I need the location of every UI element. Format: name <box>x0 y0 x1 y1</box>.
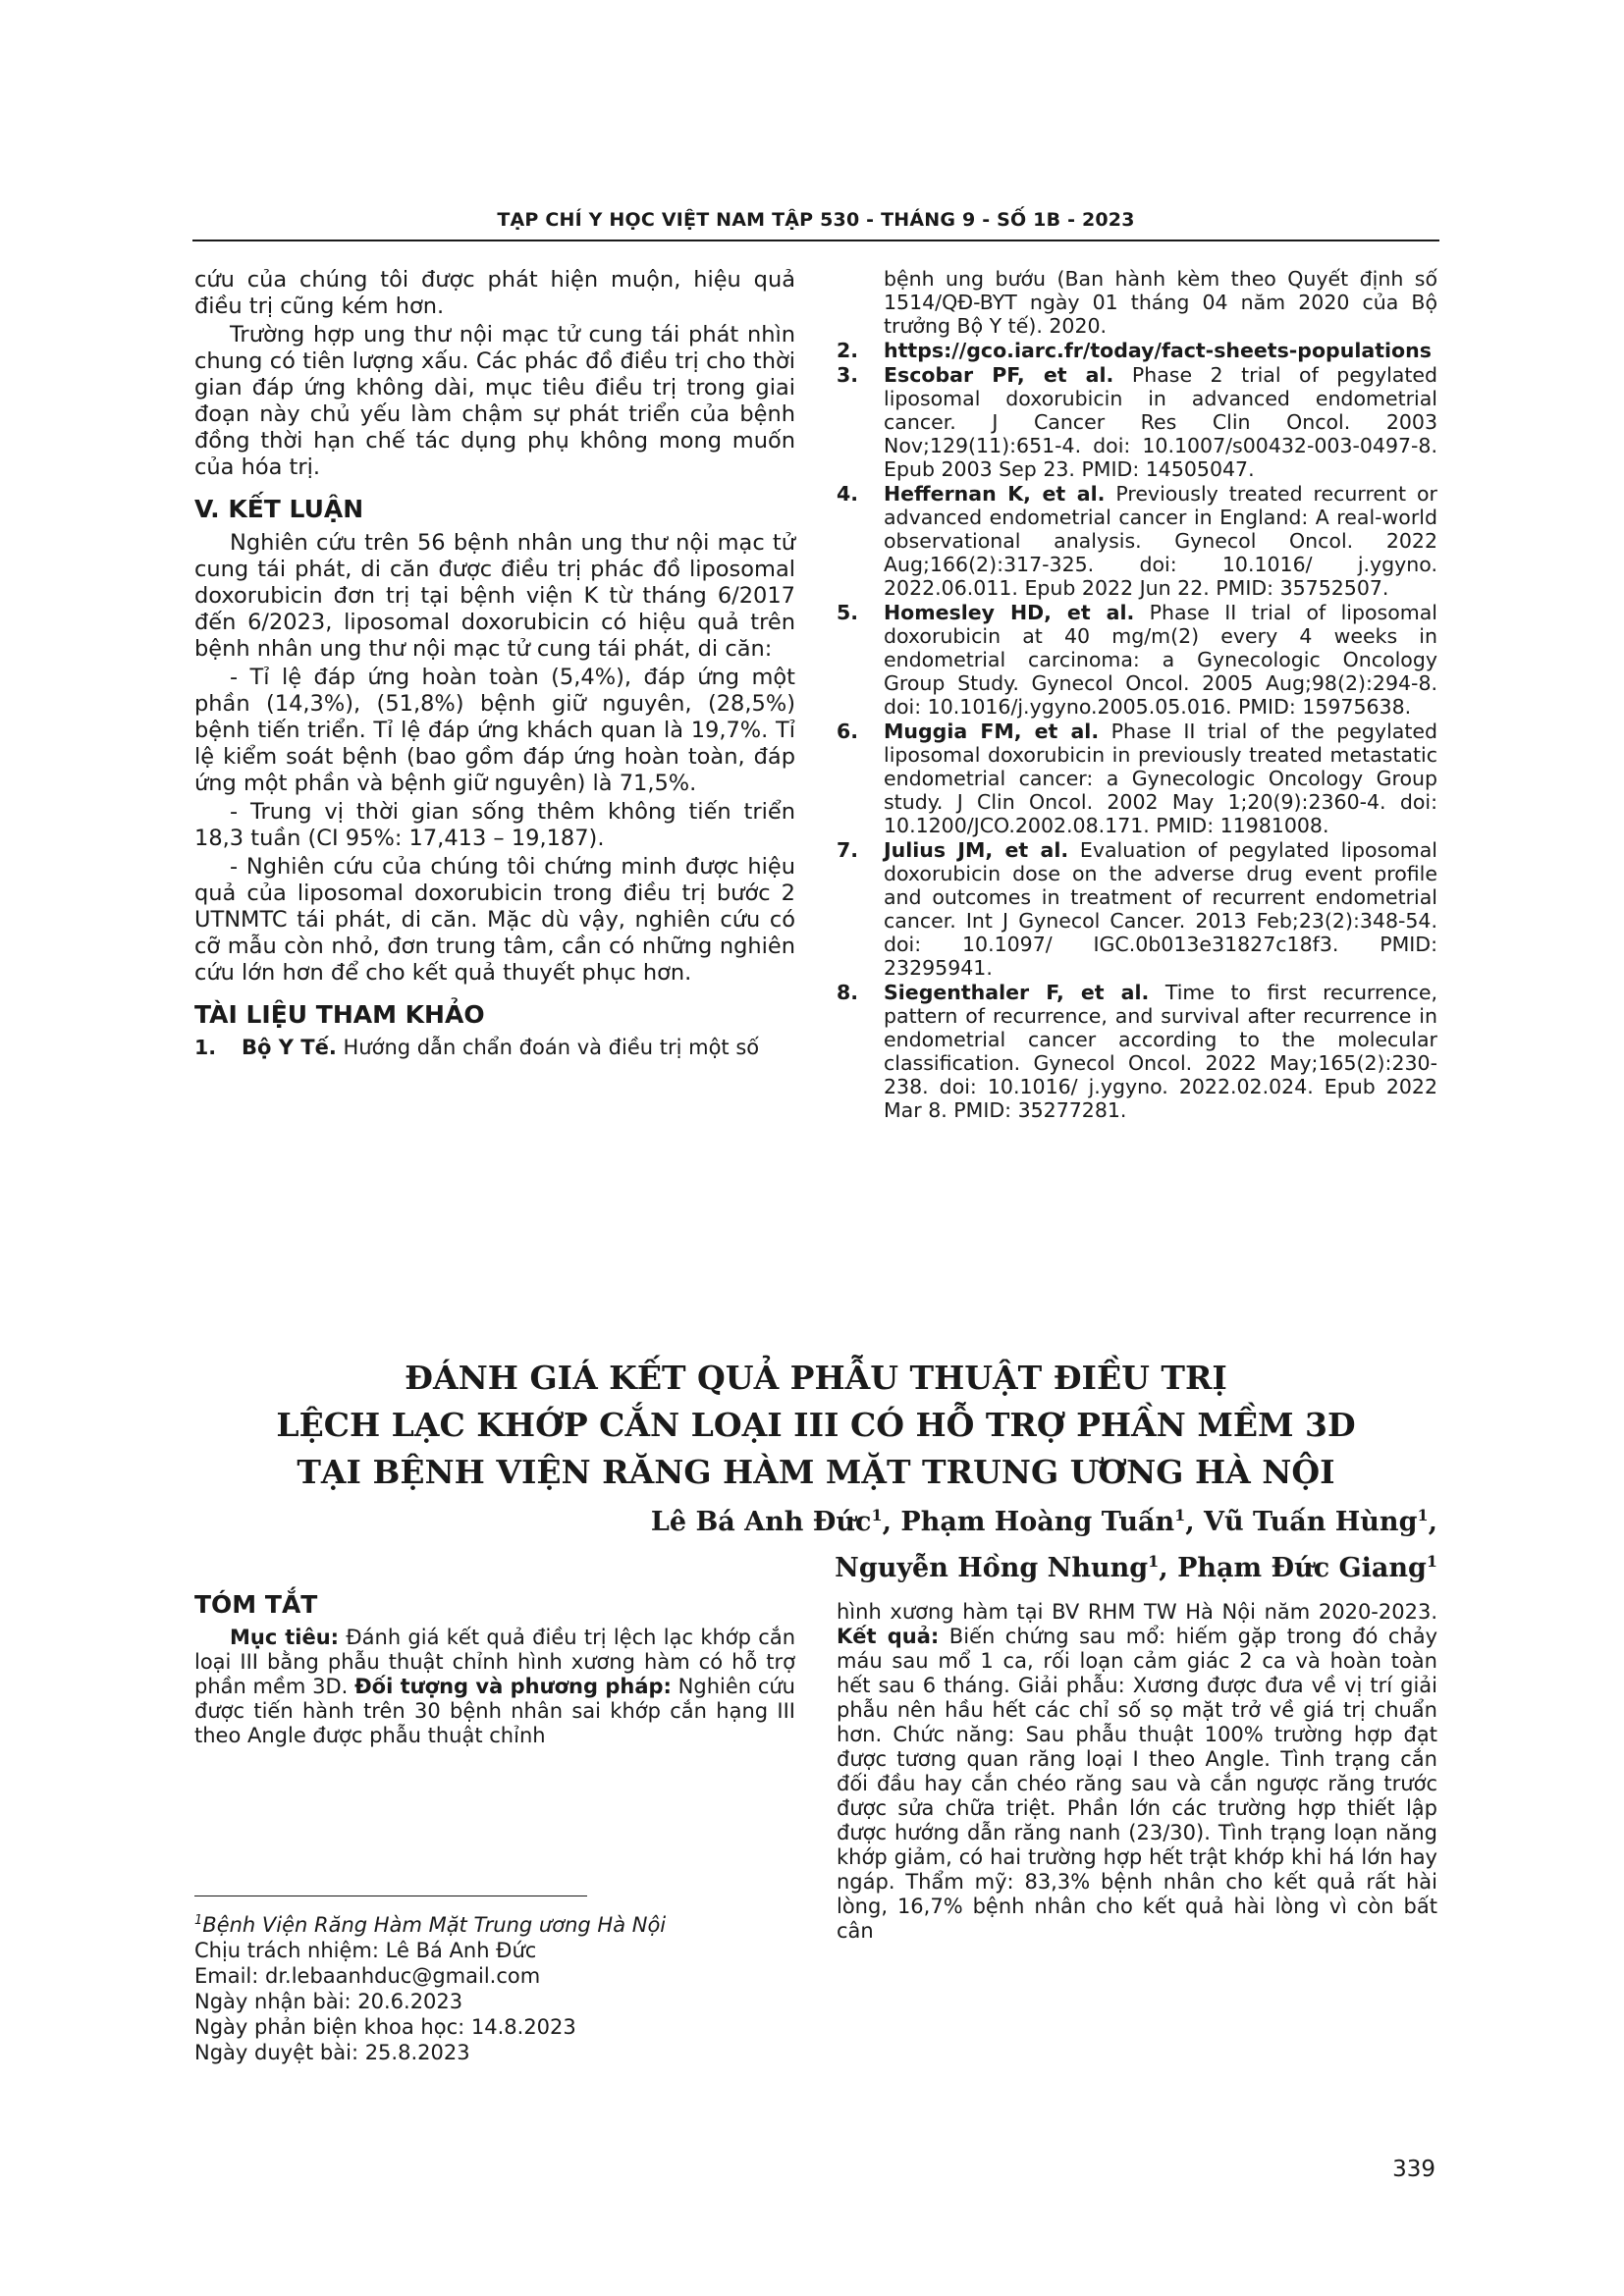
reference-continuation: bệnh ung bướu (Ban hành kèm theo Quyết định số 1514/QĐ-BYT ngày 01 tháng 04 năm 2020 của Bộ trưởng Bộ Y tế). 2020. <box>884 267 1437 338</box>
reference-body: Hướng dẫn chẩn đoán và điều trị một số <box>343 1036 760 1059</box>
reference-number: 1. <box>194 1036 217 1059</box>
reference-list <box>837 339 1437 1122</box>
abstract-paragraph <box>194 1626 795 1748</box>
author-separator: , <box>1159 1553 1178 1583</box>
reference-author: Escobar PF, et al. <box>884 363 1114 387</box>
author-name: Vũ Tuấn Hùng <box>1204 1507 1418 1537</box>
article-title-line: LỆCH LẠC KHỚP CẮN LOẠI III CÓ HỖ TRỢ PHẦN MỀM 3D <box>276 1406 1356 1444</box>
author-name: Phạm Đức Giang <box>1177 1553 1427 1583</box>
reference-number: 5. <box>837 601 859 624</box>
footnote-accepted: Ngày duyệt bài: 25.8.2023 <box>194 2041 470 2064</box>
reference-number: 8. <box>837 981 859 1004</box>
author-affiliation: 1 <box>871 1506 883 1524</box>
reference-author: Bộ Y Tế. <box>242 1036 337 1059</box>
author-affiliation: 1 <box>1174 1506 1186 1524</box>
author-affiliation: 1 <box>1426 1552 1437 1571</box>
reference-text <box>884 482 1437 600</box>
reference-body: Phase II trial of liposomal doxorubicin at 40 mg/m(2) every 4 weeks in endometrial carcinoma: a Gynecologic Oncology Group Study. Gynecol Oncol. 2005 Aug;98(2):294-8. doi: 10.1016/j.ygyno.2005.05.016. PMID: 15975638. <box>884 601 1437 719</box>
reference-body: Evaluation of pegylated liposomal doxorubicin dose on the adverse drug event profile and outcomes in treatment of recurrent endometrial cancer. Int J Gynecol Cancer. 2013 Feb;23(2):348-54. doi: 10.1097/ IGC.0b013e31827c18f3. PMID: 23295941. <box>884 838 1437 980</box>
reference-author: Homesley HD, et al. <box>884 601 1135 624</box>
previous-article-right-column <box>837 267 1437 1123</box>
abstract-text: Biến chứng sau mổ: hiếm gặp trong đó chảy máu sau mổ 1 ca, rối loạn cảm giác 2 ca và hoàn toàn hết sau 6 tháng. Giải phẫu: Xương được đưa về vị trí giải phẫu nên hầu hết các chỉ số sọ mặt trở về giá trị chuẩn hơn. Chức năng: Sau phẫu thuật 100% trường hợp đạt được tương quan răng loại I theo Angle. Tình trạng cắn đối đầu hay cắn chéo răng sau và cắn ngược răng trước được sửa chữa triệt. Phần lớn các trường hợp thiết lập được hướng dẫn răng nanh (23/30). Tình trạng loạn năng khớp giảm, có hai trường hợp hết trật khớp khi há lớn hay ngáp. Thẩm mỹ: 83,3% bệnh nhân cho kết quả rất hài lòng, 16,7% bệnh nhân cho kết quả hài lòng vì còn bất cân <box>837 1625 1437 1943</box>
page-number: 339 <box>1392 2157 1435 2182</box>
reference-author: https://gco.iarc.fr/today/fact-sheets-populations <box>884 339 1432 362</box>
references-heading: TÀI LIỆU THAM KHẢO <box>194 1000 485 1029</box>
conclusion-paragraph: Nghiên cứu trên 56 bệnh nhân ung thư nội mạc tử cung tái phát, di căn được điều trị phác đồ liposomal doxorubicin đơn trị tại bệnh viện K từ tháng 6/2017 đến 6/2023, liposomal doxorubicin có hiệu quả trên bệnh nhân ung thư nội mạc tử cung tái phát, di căn: <box>194 530 795 662</box>
footnote-received: Ngày nhận bài: 20.6.2023 <box>194 1990 463 2013</box>
reference-text <box>884 339 1437 362</box>
author-affiliation: 1 <box>1148 1552 1160 1571</box>
affiliation-marker: 1 <box>194 1913 203 1928</box>
author-affiliation: 1 <box>1417 1506 1429 1524</box>
abstract-label: Mục tiêu: <box>230 1626 340 1649</box>
article-title-line: ĐÁNH GIÁ KẾT QUẢ PHẪU THUẬT ĐIỀU TRỊ <box>405 1359 1227 1397</box>
reference-author: Heffernan K, et al. <box>884 482 1106 506</box>
author-line <box>357 1496 1437 1542</box>
conclusion-paragraph: - Nghiên cứu của chúng tôi chứng minh được hiệu quả của liposomal doxorubicin trong điều trị bước 2 UTNMTC tái phát, di căn. Mặc dù vậy, nghiên cứu có cỡ mẫu còn nhỏ, đơn trung tâm, cần có những nghiên cứu lớn hơn để cho kết quả thuyết phục hơn. <box>194 854 795 986</box>
abstract-label: Kết quả: <box>837 1625 940 1648</box>
running-header: TẠP CHÍ Y HỌC VIỆT NAM TẬP 530 - THÁNG 9 - SỐ 1B - 2023 <box>497 209 1135 231</box>
abstract-label: Đối tượng và phương pháp: <box>354 1675 672 1698</box>
reference-body: Phase II trial of the pegylated liposomal doxorubicin in previously treated metastatic endometrial cancer: a Gynecologic Oncology Group study. J Clin Oncol. 2002 May 1;20(9):2360-4. doi: 10.1200/JCO.2002.08.171. PMID: 11981008. <box>884 720 1437 837</box>
conclusion-paragraph: - Tỉ lệ đáp ứng hoàn toàn (5,4%), đáp ứng một phần (14,3%), (51,8%) bệnh giữ nguyên, (28,5%) bệnh tiến triển. Tỉ lệ đáp ứng khách quan là 19,7%. Tỉ lệ kiểm soát bệnh (bao gồm đáp ứng hoàn toàn, đáp ứng một phần và bệnh giữ nguyên) là 71,5%. <box>194 665 795 796</box>
discussion-paragraph: cứu của chúng tôi được phát hiện muộn, hiệu quả điều trị cũng kém hơn. <box>194 267 795 319</box>
footnote-reviewed: Ngày phản biện khoa học: 14.8.2023 <box>194 2015 576 2039</box>
reference-number: 6. <box>837 720 859 743</box>
author-separator: , <box>1428 1507 1437 1537</box>
reference-item <box>837 482 1437 600</box>
reference-number: 3. <box>837 363 859 387</box>
footnote-affiliation <box>194 1908 795 1938</box>
footnotes <box>194 1908 795 2065</box>
reference-text <box>884 720 1437 837</box>
author-name: Phạm Hoàng Tuấn <box>900 1507 1175 1537</box>
header-rule <box>192 240 1439 241</box>
reference-body: Phase 2 trial of pegylated liposomal doxorubicin in advanced endometrial cancer. J Cancer Res Clin Oncol. 2003 Nov;129(11):651-4. doi: 10.1007/s00432-003-0497-8. Epub 2003 Sep 23. PMID: 14505047. <box>884 363 1437 481</box>
abstract-left-column <box>194 1590 795 1750</box>
abstract-text: hình xương hàm tại BV RHM TW Hà Nội năm 2020-2023. <box>837 1600 1437 1624</box>
abstract-paragraph <box>837 1600 1437 1944</box>
reference-text <box>884 838 1437 980</box>
reference-number: 4. <box>837 482 859 506</box>
reference-item <box>837 601 1437 719</box>
previous-article-left-column <box>194 267 795 1060</box>
abstract-right-column <box>837 1600 1437 1946</box>
author-separator: , <box>1185 1507 1205 1537</box>
reference-number: 7. <box>837 838 859 862</box>
reference-item <box>837 981 1437 1122</box>
footnote-email: Email: dr.lebaanhduc@gmail.com <box>194 1964 541 1988</box>
reference-number: 2. <box>837 339 859 362</box>
reference-text <box>884 363 1437 481</box>
reference-item <box>194 1036 795 1059</box>
reference-body: Time to first recurrence, pattern of recurrence, and survival after recurrence in endometrial cancer according to the molecular classification. Gynecol Oncol. 2022 May;165(2):230-238. doi: 10.1016/ j.ygyno. 2022.02.024. Epub 2022 Mar 8. PMID: 35277281. <box>884 981 1437 1122</box>
article-title <box>192 1355 1439 1496</box>
affiliation-text: Bệnh Viện Răng Hàm Mặt Trung ương Hà Nội <box>202 1913 667 1937</box>
author-line <box>357 1542 1437 1588</box>
author-name: Lê Bá Anh Đức <box>650 1507 872 1537</box>
abstract-text: Đánh giá kết quả điều trị lệch lạc khớp cắn loại III bằng phẫu thuật chỉnh hình xương hàm có hỗ trợ phần mềm 3D. <box>194 1626 795 1698</box>
author-separator: , <box>882 1507 901 1537</box>
reference-author: Siegenthaler F, et al. <box>884 981 1150 1004</box>
reference-author: Muggia FM, et al. <box>884 720 1100 743</box>
reference-author: Julius JM, et al. <box>884 838 1069 862</box>
reference-body: Previously treated recurrent or advanced endometrial cancer in England: A real-world observational analysis. Gynecol Oncol. 2022 Aug;166(2):317-325. doi: 10.1016/ j.ygyno. 2022.06.011. Epub 2022 Jun 22. PMID: 35752507. <box>884 482 1437 600</box>
conclusion-paragraph: - Trung vị thời gian sống thêm không tiến triển 18,3 tuần (CI 95%: 17,413 – 19,187). <box>194 799 795 851</box>
author-list <box>357 1496 1437 1588</box>
abstract-text: Nghiên cứu được tiến hành trên 30 bệnh nhân sai khớp cắn hạng III theo Angle được phẫu thuật chỉnh <box>194 1675 795 1747</box>
discussion-paragraph: Trường hợp ung thư nội mạc tử cung tái phát nhìn chung có tiên lượng xấu. Các phác đồ điều trị cho thời gian đáp ứng không dài, mục tiêu điều trị trong giai đoạn này chủ yếu làm chậm sự phát triển của bệnh đồng thời hạn chế tác dụng phụ không mong muốn của hóa trị. <box>194 322 795 480</box>
reference-item <box>837 838 1437 980</box>
reference-text <box>242 1036 795 1059</box>
reference-text <box>884 601 1437 719</box>
reference-item <box>837 339 1437 362</box>
reference-text <box>884 981 1437 1122</box>
author-name: Nguyễn Hồng Nhung <box>835 1553 1149 1583</box>
article-title-line: TẠI BỆNH VIỆN RĂNG HÀM MẶT TRUNG ƯƠNG HÀ NỘI <box>297 1453 1335 1491</box>
abstract-heading: TÓM TẮT <box>194 1590 318 1619</box>
reference-item <box>837 720 1437 837</box>
footnote-responsible: Chịu trách nhiệm: Lê Bá Anh Đức <box>194 1939 537 1962</box>
conclusion-heading: V. KẾT LUẬN <box>194 495 364 523</box>
reference-item <box>837 363 1437 481</box>
